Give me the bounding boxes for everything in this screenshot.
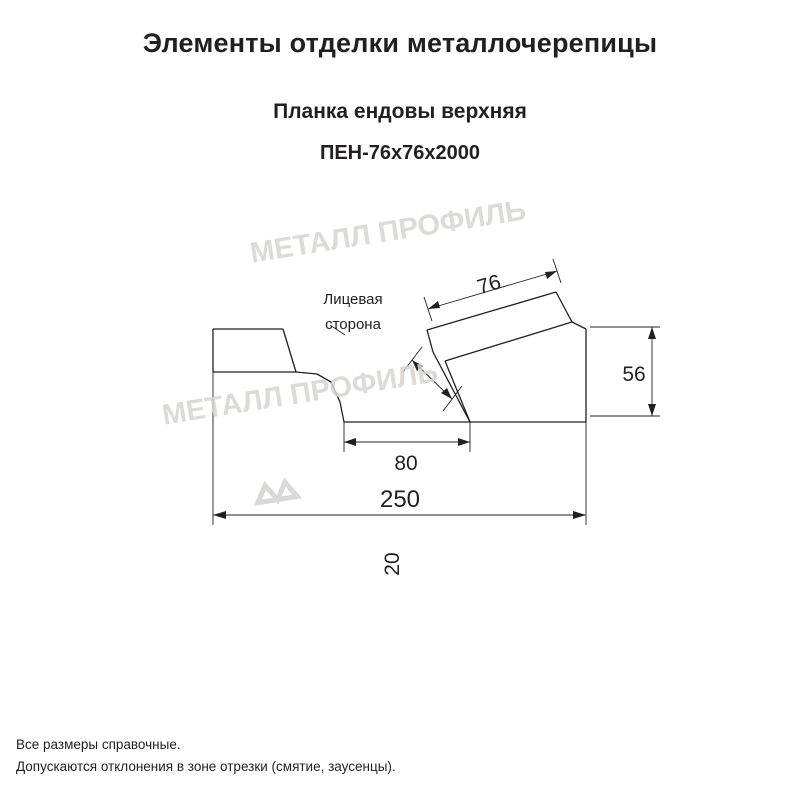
watermark-text-upper: МЕТАЛЛ ПРОФИЛЬ xyxy=(248,194,529,270)
dimension-label-20: 20 xyxy=(381,552,404,576)
product-name: Планка ендовы верхняя xyxy=(273,100,527,123)
technical-drawing xyxy=(0,190,800,590)
dimension-80 xyxy=(344,422,470,452)
face-side-label-line2: сторона xyxy=(325,316,381,333)
watermark-text-lower: МЕТАЛЛ ПРОФИЛЬ xyxy=(160,356,441,432)
dimension-label-250: 250 xyxy=(379,486,421,513)
watermark-logo-upper xyxy=(255,481,297,503)
footer-notes xyxy=(16,734,396,778)
dimension-label-76: 76 xyxy=(474,270,504,300)
footer-note-1: Все размеры справочные. xyxy=(16,737,181,752)
footer-note-2: Допускаются отклонения в зоне отрезки (смятие, заусенцы). xyxy=(16,759,396,774)
product-code: ПЕН-76х76х2000 xyxy=(319,142,481,164)
page-title: Элементы отделки металлочерепицы xyxy=(142,28,658,58)
dimension-label-56: 56 xyxy=(622,363,646,386)
profile-outline xyxy=(213,292,586,422)
face-side-label-line1: Лицевая xyxy=(323,291,383,308)
dimension-20 xyxy=(403,347,462,411)
dimension-label-80: 80 xyxy=(394,452,418,475)
